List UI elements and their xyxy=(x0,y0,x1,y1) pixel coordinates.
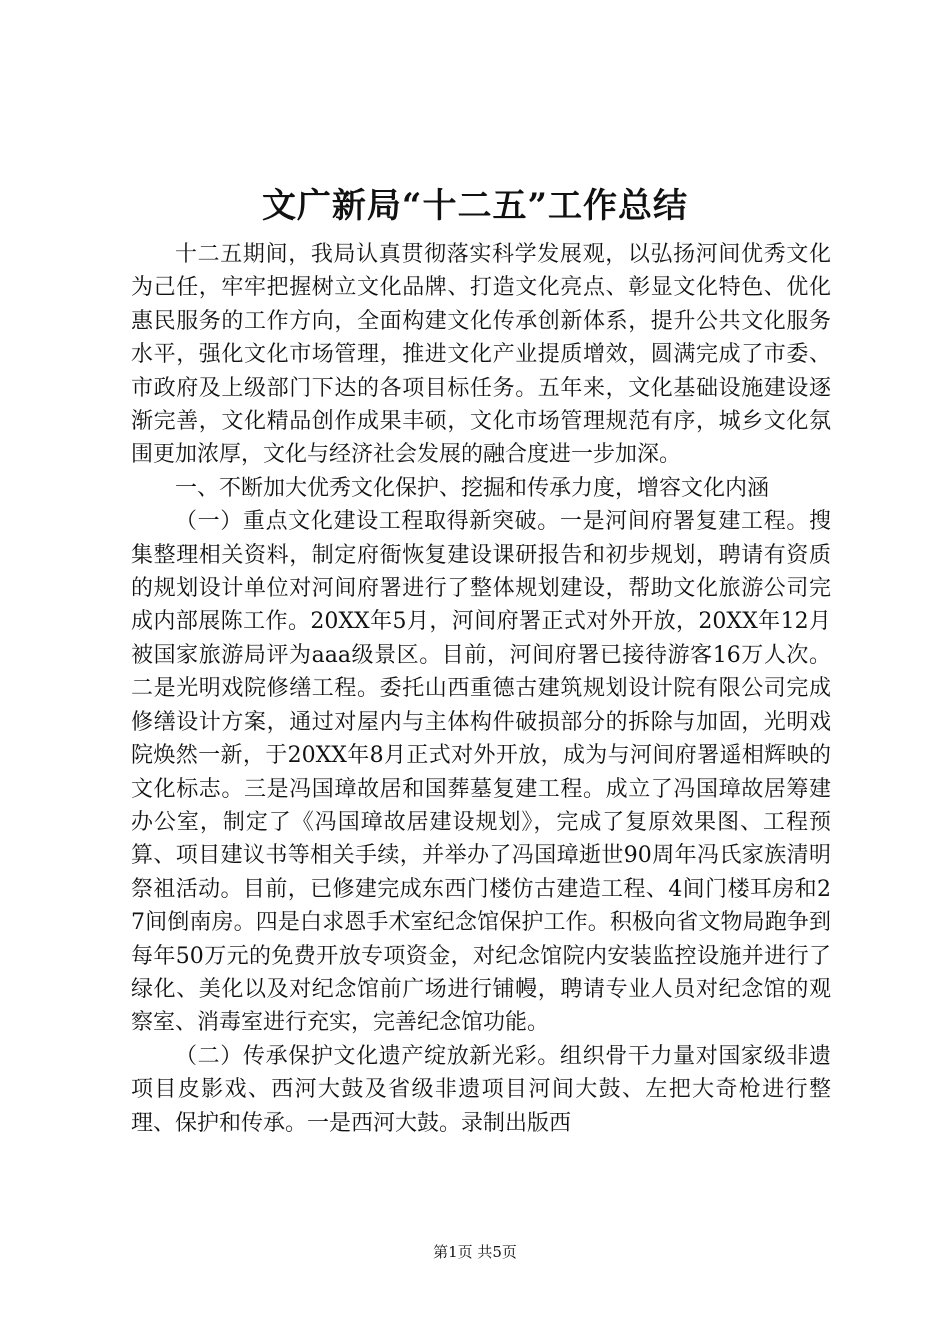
section-heading: 一、不断加大优秀文化保护、挖掘和传承力度，增容文化内涵 xyxy=(175,475,770,501)
subsection-paragraph-1: （一）重点文化建设工程取得新突破。一是河间府署复建工程。搜集整理相关资料，制定府衙恢复建设课研报告和初步规划，聘请有资质的规划设计单位对河间府署进行了整体规划建设，帮助文化旅游公司完成内部展陈工作。20XX年5月，河间府署正式对外开放，20XX年12月被国家旅游局评为aaa级景区。目前，河间府署已接待游客16万人次。二是光明戏院修缮工程。委托山西重德古建筑规划设计院有限公司完成修缮设计方案，通过对屋内与主体构件破损部分的拆除与加固，光明戏院焕然一新，于20XX年8月正式对外开放，成为与河间府署遥相辉映的文化标志。三是冯国璋故居和国葬墓复建工程。成立了冯国璋故居筹建办公室，制定了《冯国璋故居建设规划》，完成了复原效果图、工程预算、项目建议书等相关手续，并举办了冯国璋逝世90周年冯氏家族清明祭祖活动。目前，已修建完成东西门楼仿古建造工程、4间门楼耳房和27间倒南房。四是白求恩手术室纪念馆保护工作。积极向省文物局跑争到每年50万元的免费开放专项资金，对纪念馆院内安装监控设施并进行了绿化、美化以及对纪念馆前广场进行铺幔，聘请专业人员对纪念馆的观察室、消毒室进行充实，完善纪念馆功能。 xyxy=(131,509,831,1036)
intro-paragraph: 十二五期间，我局认真贯彻落实科学发展观，以弘扬河间优秀文化为己任，牢牢把握树立文化品牌、打造文化亮点、彰显文化特色、优化惠民服务的工作方向，全面构建文化传承创新体系，提升公共文化服务水平，强化文化市场管理，推进文化产业提质增效，圆满完成了市委、市政府及上级部门下达的各项目标任务。五年来，文化基础设施建设逐渐完善，文化精品创作成果丰硕，文化市场管理规范有序，城乡文化氛围更加浓厚，文化与经济社会发展的融合度进一步加深。 xyxy=(131,242,831,468)
page-number-footer: 第1页 共5页 xyxy=(433,1243,517,1261)
document-body xyxy=(131,238,831,1140)
document-title: 文广新局“十二五”工作总结 xyxy=(261,186,689,226)
subsection-paragraph-2: （二）传承保护文化遗产绽放新光彩。组织骨干力量对国家级非遗项目皮影戏、西河大鼓及省级非遗项目河间大鼓、左把大奇枪进行整理、保护和传承。一是西河大鼓。录制出版西 xyxy=(131,1043,831,1136)
